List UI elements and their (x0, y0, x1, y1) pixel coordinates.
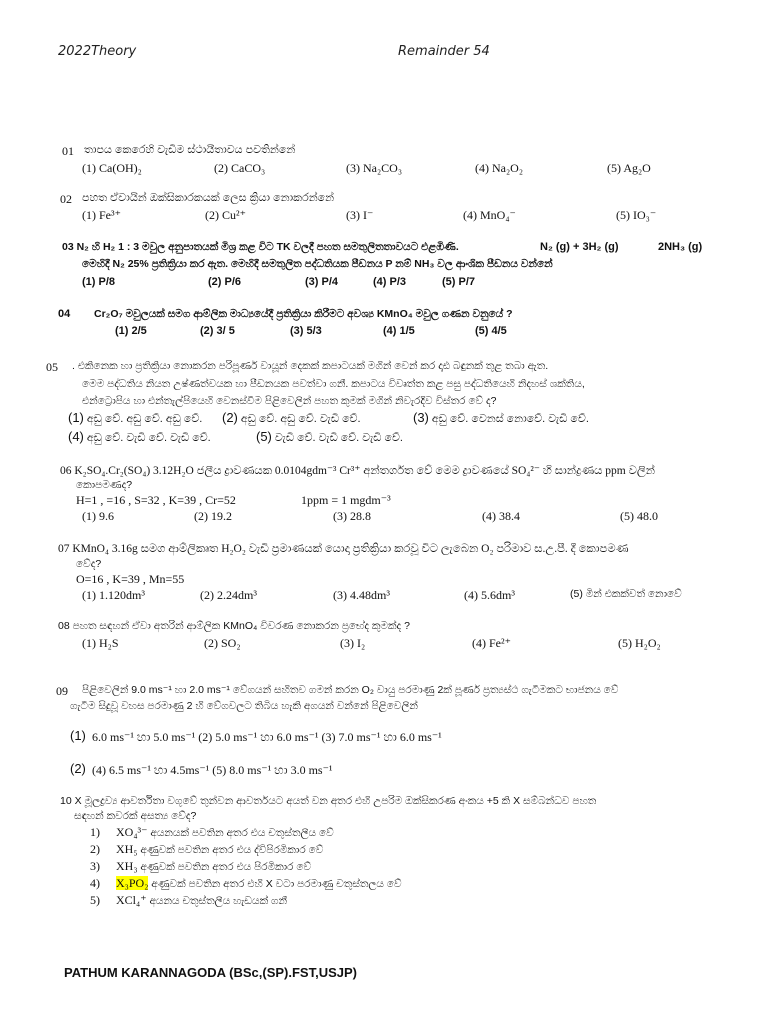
q5-option-1-num: (1) (68, 410, 84, 425)
q6-data-line: H=1 , =16 , S=32 , K=39 , Cr=52 (76, 493, 236, 507)
q2-option-1: (1) Fe³⁺ (82, 208, 121, 222)
q10-option-1-formula: XO₄³⁻ (116, 825, 148, 839)
header-right-title: Remainder 54 (398, 44, 490, 59)
q5-option-2 (222, 410, 361, 426)
q10-option-3-formula: XH₃ (116, 859, 138, 873)
q2-option-3: (3) I⁻ (346, 208, 374, 222)
q2-option-5: (5) IO₃⁻ (616, 208, 657, 222)
q8-line-1: 08 පහත සඳහන් ඒවා අතරින් ආම්ලික KMnO₄ විවරණ නොකරන ප්‍රභේද කුමක්ද ? (58, 620, 410, 632)
q8-option-2: (2) SO₂ (204, 636, 241, 650)
q10-option-4-num: 4) (90, 876, 100, 890)
q4-text: Cr₂O₇ මවුලයක් සමග ආම්ලික මාධ්‍යයේදී ප්‍රතික්‍රියා කිරීමට අවශ්‍ය KMnO₄ මවුල ගණන වනුයේ ? (94, 308, 513, 320)
q8-option-1: (1) H₂S (82, 636, 119, 650)
q6-option-1: (1) 9.6 (82, 509, 114, 523)
q5-option-5 (256, 429, 403, 445)
q6-ppm-note: 1ppm = 1 mgdm⁻³ (301, 493, 391, 507)
q10-option-5-text: අයනය චතුස්තලීය හැඩයක් ගනී (146, 895, 288, 907)
q5-option-2-text: අඩු වේ. අඩු වේ. වැඩි වේ. (240, 413, 361, 425)
q10-option-5-formula: XCl₄⁺ (116, 893, 147, 907)
q5-option-3-text: අඩු වේ. වෙනස් නොවේ. වැඩි වේ. (431, 413, 589, 425)
q1-option-1: (1) Ca(OH)₂ (82, 161, 142, 175)
q9-number: 09 (56, 684, 68, 698)
q10-option-2-text: අණුවක් පවතින අතර එය ද්විපිරමිකාර වේ (137, 844, 324, 856)
q2-number: 02 (60, 192, 72, 206)
q10-option-2-num: 2) (90, 842, 100, 856)
q10-option-1-num: 1) (90, 825, 100, 839)
q6-option-2: (2) 19.2 (194, 509, 232, 523)
q5-option-4-num: (4) (68, 429, 84, 444)
q5-number: 05 (46, 360, 58, 374)
q10-option-5 (90, 893, 287, 908)
q1-option-2: (2) CaCO₃ (214, 161, 266, 175)
q3-option-5: (5) P/7 (442, 276, 476, 288)
footer-author: PATHUM KARANNAGODA (BSc,(SP).FST,USJP) (64, 965, 357, 980)
q9-row-1-number: (1) (70, 728, 86, 743)
q7-option-3: (3) 4.48dm³ (333, 588, 390, 602)
q6-line-2: කොපමණද? (76, 479, 133, 491)
q6-option-3: (3) 28.8 (333, 509, 371, 523)
q3-equation-left: N₂ (g) + 3H₂ (g) (540, 241, 619, 253)
q7-line-1: 07 KMnO₄ 3.16g සමග ආම්ලිකෘත H₂O₂ වැඩි ප්‍රමාණයක් යොදා ප්‍රතික්‍රියා කරවූ විට ලැබෙන O₂ පරිමාව ස.උ.පී. දී කොපමණ (58, 543, 629, 555)
q4-option-5: (5) 4/5 (475, 325, 507, 337)
q2-text: පහත ඒවායින් ඔක්සිකාරකයක් ලෙස ක්‍රියා නොකරන්නේ (82, 192, 335, 204)
q3-line-2: මෙහිදී N₂ 25% ප්‍රතික්‍රියා කර ඇත. මෙහිදී සමතුලිත පද්ධතියක පීඩනය P නම් NH₃ වල ආංශික පීඩනය වන්නේ (82, 258, 553, 270)
q10-option-2-formula: XH₅ (116, 842, 138, 856)
q10-option-2 (90, 842, 323, 857)
q1-option-3: (3) Na₂CO₃ (346, 161, 403, 175)
q10-option-3-text: අණුවක් පවතින අතර එය පිරමිකාර වේ (137, 861, 312, 873)
header-left-title: 2022Theory (58, 44, 137, 59)
q3-option-4: (4) P/3 (373, 276, 407, 288)
q5-option-2-num: (2) (222, 410, 238, 425)
q6-option-5: (5) 48.0 (620, 509, 658, 523)
q5-line-1: . එකිනෙක හා ප්‍රතික්‍රියා නොකරන පරිපූර්ණ වායූන් දෙකක් කපාටයක් මගින් වෙන් කර දෘඪ බඳුනක් තුළ තබා ඇත. (72, 360, 549, 372)
q5-line-2: මෙම පද්ධතිය නියත උෂ්ණත්වයක හා පීඩනයක පවත්වා ගනී. කපාටය විවෘත්ත කළ පසු පද්ධතියෙහි නිදහස් ශක්තිය, (82, 378, 585, 390)
q10-line-2: සඳහන් කවරක් අසත්‍ය වේද? (74, 810, 197, 822)
q10-option-5-num: 5) (90, 893, 100, 907)
q5-option-4 (68, 429, 211, 445)
q4-option-1: (1) 2/5 (115, 325, 147, 337)
q3-line-1: 03 N₂ හි H₂ 1 : 3 මවුල අනුපාතයක් මිශ්‍ර කළ විට TK වලදී පහත සමතුලිතතාවයට එළඹිණි. (62, 241, 459, 253)
q7-option-5: (5) මින් එකක්වත් නොවේ (570, 588, 682, 600)
q10-option-3-num: 3) (90, 859, 100, 873)
q7-option-2: (2) 2.24dm³ (200, 588, 257, 602)
q9-line-1: පිළිවෙලින් 9.0 ms⁻¹ හා 2.0 ms⁻¹ වේගයන් සහිතව ගමන් කරන O₂ වායු පරමාණු 2ක් පූර්ණ ප්‍රත්‍යස්ථ ගැටීමකට භාජනය වේ (82, 684, 619, 696)
q4-option-2: (2) 3/ 5 (200, 325, 235, 337)
q5-option-1-text: අඩු වේ. අඩු වේ. අඩු වේ. (86, 413, 203, 425)
q10-option-4 (90, 876, 402, 891)
q5-option-4-text: අඩු වේ. වැඩි වේ. වැඩි වේ. (86, 432, 211, 444)
q3-option-1: (1) P/8 (82, 276, 116, 288)
q8-option-3: (3) I₂ (340, 636, 366, 650)
q4-option-4: (4) 1/5 (383, 325, 415, 337)
q10-option-1 (90, 825, 334, 840)
q5-option-1 (68, 410, 202, 426)
q1-text: තාපය කෙරෙහි වැඩිම ස්ථායීතාවය පවතින්නේ (84, 144, 296, 156)
q9-row-1-text: 6.0 ms⁻¹ හා 5.0 ms⁻¹ (2) 5.0 ms⁻¹ හා 6.0 ms⁻¹ (3) 7.0 ms⁻¹ හා 6.0 ms⁻¹ (92, 730, 442, 744)
q10-option-4-text: අණුවක් පවතින අතර එහි X වටා පරමාණු චතුස්තලය වේ (148, 878, 402, 890)
q5-option-5-text: වැඩි වේ. වැඩි වේ. වැඩි වේ. (274, 432, 403, 444)
q3-option-2: (2) P/6 (208, 276, 242, 288)
q5-line-3: එන්ට්‍රොපිය හා එන්තැල්පියෙහි වෙනස්වීම පිළිවෙලින් පහත කුමක් මගින් නිවැරදිව විස්තර වේ ද? (82, 395, 497, 407)
q10-line-1: 10 X මූලද්‍රව්‍ය ආවර්තිතා වගුවේ තුන්වන ආවර්තයට අයත් වන අතර එහි උපරිම ඔක්සිකරණ අංකය +5 කි X සම්බන්ධව පහත (60, 795, 597, 807)
q3-equation-right: 2NH₃ (g) (658, 241, 703, 253)
q6-option-4: (4) 38.4 (482, 509, 520, 523)
q5-option-5-num: (5) (256, 429, 272, 444)
q2-option-4: (4) MnO₄⁻ (463, 208, 516, 222)
q8-option-5: (5) H₂O₂ (618, 636, 661, 650)
q7-data-line: O=16 , K=39 , Mn=55 (76, 572, 185, 586)
q7-line-2: වේද? (76, 558, 102, 570)
q8-option-4: (4) Fe²⁺ (472, 636, 511, 650)
q10-option-4-formula-highlighted: X₃PO₂ (116, 876, 149, 890)
q1-number: 01 (62, 144, 74, 158)
q4-option-3: (3) 5/3 (290, 325, 322, 337)
q5-option-3-num: (3) (413, 410, 429, 425)
q1-option-4: (4) Na₂O₂ (475, 161, 524, 175)
q2-option-2: (2) Cu²⁺ (205, 208, 246, 222)
q6-line-1: 06 K₂SO₄.Cr₂(SO₄) 3.12H₂O ජලීය ද්‍රාවණයක 0.0104gdm⁻³ Cr³⁺ අන්තර්ගත වේ මෙම ද්‍රාවණයේ SO₄²⁻ හි සාන්ද්‍රණය ppm වලින් (60, 465, 655, 477)
q7-option-1: (1) 1.120dm³ (82, 588, 145, 602)
q3-option-3: (3) P/4 (305, 276, 339, 288)
q10-option-3 (90, 859, 311, 874)
q9-row-2-number: (2) (70, 761, 86, 776)
q9-line-2: ගැටීම සිදුවූ වහස පරමාණු 2 හි වේගවලට තිබිය හැකි අගයන් වන්නේ පිළිවෙලින් (70, 700, 418, 712)
q1-option-5: (5) Ag₂O (607, 161, 651, 175)
q4-number: 04 (58, 308, 71, 320)
q10-option-1-text: අයනයක් පවතින අතර එය චතුස්තලීය වේ (147, 827, 334, 839)
q7-option-4: (4) 5.6dm³ (464, 588, 515, 602)
q9-row-2-text: (4) 6.5 ms⁻¹ හා 4.5ms⁻¹ (5) 8.0 ms⁻¹ හා 3.0 ms⁻¹ (92, 763, 333, 777)
q5-option-3 (413, 410, 589, 426)
